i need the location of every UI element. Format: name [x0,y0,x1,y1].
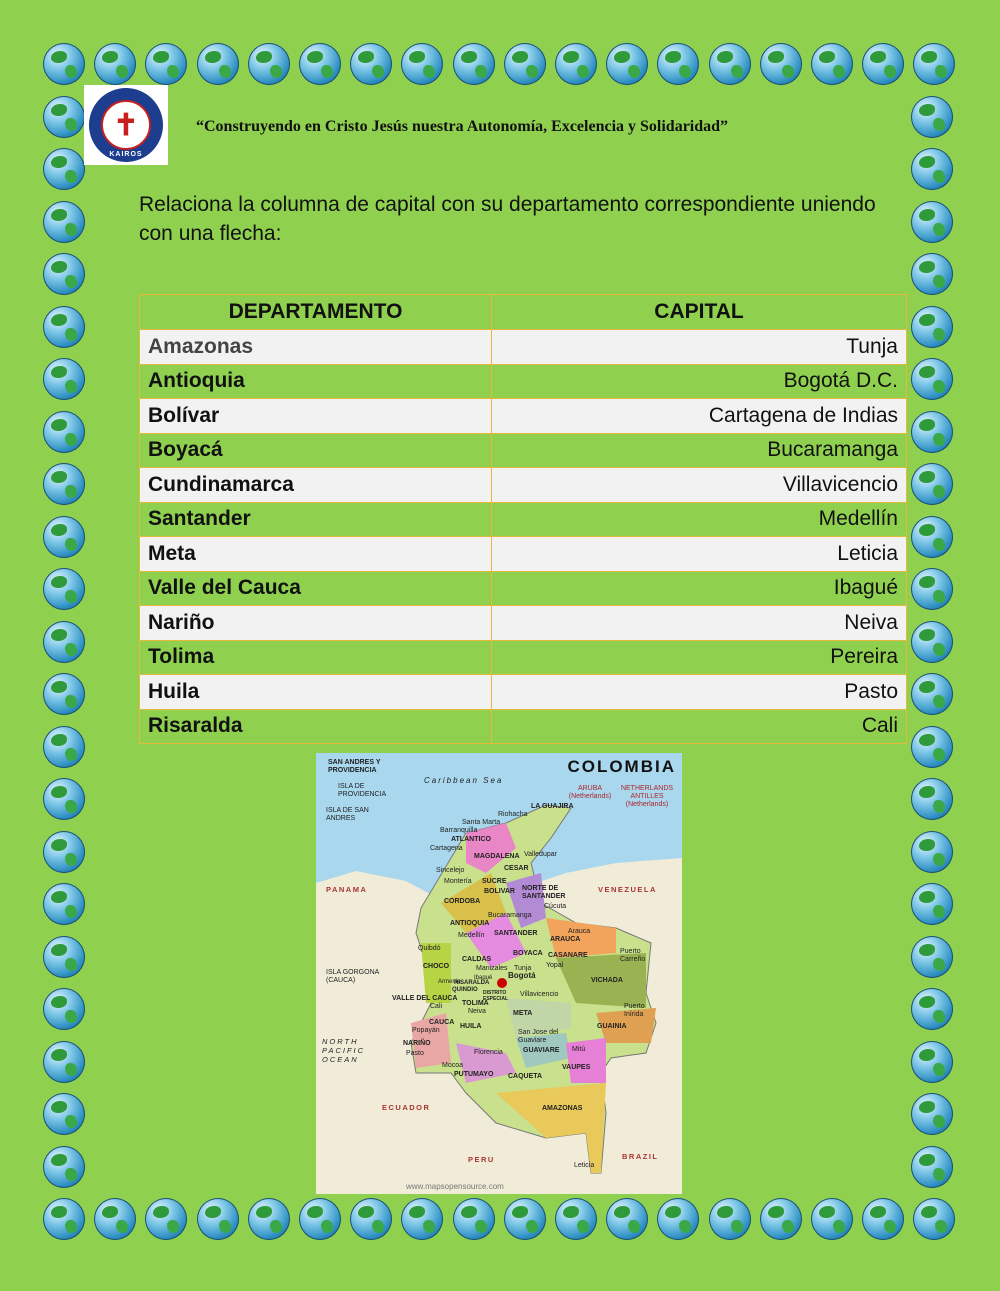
globe-icon [43,306,85,348]
departamento-cell[interactable]: Tolima [140,640,492,675]
table-row [140,502,907,537]
dept-sucre: SUCRE [482,878,507,885]
globe-icon [43,1041,85,1083]
globe-icon [43,568,85,610]
label-peru: PERU [468,1155,495,1164]
globe-icon [299,43,341,85]
globe-icon [43,43,85,85]
table-row [140,537,907,572]
city-puerto-carreno: Puerto Carreño [620,948,646,963]
dept-guainia: GUAINIA [597,1023,627,1030]
city-florencia: Florencia [474,1049,503,1056]
dept-cauca: CAUCA [429,1019,455,1026]
globe-icon [197,43,239,85]
label-san-andres: ISLA DE SAN ANDRES [326,807,369,822]
globe-icon [248,1198,290,1240]
city-barranquilla: Barranquilla [440,827,478,834]
dept-arauca: ARAUCA [550,936,581,943]
globe-icon [504,43,546,85]
globe-icon [43,1146,85,1188]
departamento-cell[interactable]: Risaralda [140,709,492,744]
globe-icon [911,621,953,663]
label-brazil: BRAZIL [622,1152,659,1161]
label-antilles: NETHERLANDS ANTILLES (Netherlands) [620,785,674,808]
table-row [140,399,907,434]
dept-casanare: CASANARE [548,952,588,959]
city-medellin: Medellín [458,932,485,939]
city-santa-marta: Santa Marta [462,819,501,826]
logo-ring [89,88,163,162]
globe-icon [145,43,187,85]
city-quibdo: Quibdó [418,945,441,952]
globe-icon [911,568,953,610]
label-ecuador: ECUADOR [382,1103,431,1112]
globe-icon [43,1093,85,1135]
city-bogota: Bogotá [508,971,536,980]
globe-icon [911,1146,953,1188]
dept-norte-santander: NORTE DE SANTANDER [522,885,566,900]
globe-icon [555,43,597,85]
dept-caqueta: CAQUETA [508,1073,543,1080]
city-san-jose: San Jose del Guaviare [518,1029,559,1044]
globe-icon [43,621,85,663]
globe-icon [555,1198,597,1240]
globe-icon [911,988,953,1030]
globe-icon [197,1198,239,1240]
city-sincelejo: Sincelejo [436,867,465,874]
cross-icon: ✝ [101,100,151,150]
city-popayan: Popayán [412,1027,440,1034]
globe-icon [911,1041,953,1083]
label-islands: SAN ANDRES Y PROVIDENCIA [328,759,381,774]
globe-icon [43,831,85,873]
globe-icon [43,726,85,768]
label-gorgona: ISLA GORGONA (CAUCA) [326,969,379,984]
globe-icon [43,148,85,190]
globe-icon [43,463,85,505]
globe-icon [913,1198,955,1240]
departamento-cell[interactable]: Antioquia [140,364,492,399]
globe-icon [401,43,443,85]
departamento-cell[interactable]: Amazonas [140,330,492,365]
globe-icon [299,1198,341,1240]
globe-icon [709,1198,751,1240]
globe-icon [43,883,85,925]
dept-meta: META [513,1010,533,1017]
globe-icon [453,1198,495,1240]
bogota-marker [497,978,507,988]
table-row [140,330,907,365]
departamento-cell[interactable]: Santander [140,502,492,537]
globe-icon [911,1093,953,1135]
city-neiva: Neiva [468,1008,486,1015]
dept-choco: CHOCO [423,963,450,970]
map-credit: www.mapsopensource.com [406,1182,504,1191]
globe-icon [811,1198,853,1240]
dept-risaralda: RISARALDA [454,980,490,986]
departamento-cell[interactable]: Valle del Cauca [140,571,492,606]
city-armenia: Armenia [438,979,461,985]
globe-icon [453,43,495,85]
city-manizales: Manizales [476,965,508,972]
dept-bolivar: BOLIVAR [484,888,515,895]
city-bucaramanga: Bucaramanga [488,912,532,919]
dept-distrito: DISTRITO ESPECIAL [483,990,509,1002]
dept-boyaca: BOYACA [513,950,543,957]
globe-icon [911,411,953,453]
table-row [140,606,907,641]
globe-icon [43,253,85,295]
dept-narino: NARIÑO [403,1040,431,1047]
city-valledupar: Valledupar [524,851,557,858]
dept-tolima: TOLIMA [462,1000,489,1007]
globe-icon [911,358,953,400]
globe-icon [43,673,85,715]
label-panama: PANAMA [326,885,368,894]
dept-quindio: QUINDIO [452,987,478,993]
departamento-cell[interactable]: Meta [140,537,492,572]
globe-icon [606,43,648,85]
globe-icon [911,96,953,138]
dept-magdalena: MAGDALENA [474,853,520,860]
capital-cell[interactable]: Pereira [492,640,907,675]
globe-icon [350,1198,392,1240]
globe-icon [145,1198,187,1240]
globe-icon [911,148,953,190]
globe-icon [43,936,85,978]
globe-icon [248,43,290,85]
globe-icon [911,831,953,873]
label-pacific: NORTH PACIFIC OCEAN [322,1037,366,1064]
city-leticia: Leticia [574,1162,595,1169]
school-motto: “Construyendo en Cristo Jesús nuestra Autonomía, Excelencia y Solidaridad” [196,118,729,135]
logo-text: KAIROS [109,151,143,158]
globe-icon [43,516,85,558]
departamento-cell[interactable]: Boyacá [140,433,492,468]
dept-guajira: LA GUAJIRA [531,803,574,810]
table-row [140,433,907,468]
label-caribbean: Caribbean Sea [424,776,504,785]
globe-icon [760,1198,802,1240]
globe-icon [709,43,751,85]
globe-icon [350,43,392,85]
dept-caldas: CALDAS [462,956,492,963]
departamento-cell[interactable]: Nariño [140,606,492,641]
dept-guaviare: GUAVIARE [523,1047,560,1054]
globe-icon [911,778,953,820]
capital-cell[interactable]: Villavicencio [492,468,907,503]
capital-cell[interactable]: Leticia [492,537,907,572]
globe-icon [862,1198,904,1240]
globe-icon [43,988,85,1030]
capital-cell[interactable]: Neiva [492,606,907,641]
globe-icon [760,43,802,85]
globe-icon [911,936,953,978]
table-row [140,468,907,503]
globe-icon [43,411,85,453]
globe-icon [911,201,953,243]
departamento-cell[interactable]: Cundinamarca [140,468,492,503]
departamento-cell[interactable]: Huila [140,675,492,710]
globe-icon [94,1198,136,1240]
capital-cell[interactable]: Bucaramanga [492,433,907,468]
header-capital: CAPITAL [492,295,907,330]
dept-vaupes: VAUPES [562,1064,591,1071]
globe-icon [862,43,904,85]
globe-icon [94,43,136,85]
dept-santander: SANTANDER [494,930,538,937]
header-departamento: DEPARTAMENTO [140,295,492,330]
globe-icon [504,1198,546,1240]
city-mitu: Mitú [572,1046,586,1053]
globe-icon [606,1198,648,1240]
city-tunja: Tunja [514,965,532,972]
dept-vichada: VICHADA [591,977,623,984]
colombia-map [316,753,682,1194]
dept-amazonas: AMAZONAS [542,1105,583,1112]
globe-icon [911,673,953,715]
globe-icon [911,516,953,558]
city-mocoa: Mocoa [442,1062,464,1069]
globe-icon [43,358,85,400]
dept-atlantico: ATLANTICO [451,836,491,843]
table-row [140,364,907,399]
city-yopal: Yopal [546,962,564,969]
matching-table [139,294,907,744]
city-cucuta: Cúcuta [544,903,567,910]
region-vaupes [566,1038,606,1083]
globe-icon [911,883,953,925]
table-row [140,709,907,744]
capital-cell[interactable]: Cartagena de Indias [492,399,907,434]
globe-icon [911,463,953,505]
table-row [140,640,907,675]
globe-icon [913,43,955,85]
globe-icon [657,1198,699,1240]
school-logo [84,85,168,165]
table-header-row [140,295,907,330]
table-row [140,571,907,606]
globe-icon [401,1198,443,1240]
capital-cell[interactable]: Bogotá D.C. [492,364,907,399]
city-cali: Cali [430,1003,443,1010]
label-aruba: ARUBA (Netherlands) [568,785,612,800]
globe-icon [911,306,953,348]
dept-cesar: CESAR [504,865,529,872]
table-row [140,675,907,710]
capital-cell[interactable]: Medellín [492,502,907,537]
city-puerto-inirida: Puerto Inírida [624,1003,645,1018]
globe-icon [657,43,699,85]
city-riohacha: Riohacha [498,811,528,818]
globe-icon [43,96,85,138]
capital-cell[interactable]: Ibagué [492,571,907,606]
city-monteria: Montería [444,878,472,885]
globe-icon [911,253,953,295]
globe-icon [811,43,853,85]
label-venezuela: VENEZUELA [598,885,657,894]
departamento-cell[interactable]: Bolívar [140,399,492,434]
globe-icon [911,726,953,768]
capital-cell[interactable]: Pasto [492,675,907,710]
dept-putumayo: PUTUMAYO [454,1071,494,1078]
dept-antioquia: ANTIOQUIA [450,920,490,927]
instruction-text: Relaciona la columna de capital con su departamento correspondiente uniendo con una flecha: [139,193,876,245]
city-ibague: Ibagué [474,975,493,981]
globe-icon [43,778,85,820]
map-title: COLOMBIA [567,757,676,776]
globe-icon [43,201,85,243]
city-arauca: Arauca [568,928,591,935]
dept-huila: HUILA [460,1023,482,1030]
globe-icon [43,1198,85,1240]
capital-cell[interactable]: Tunja [492,330,907,365]
capital-cell[interactable]: Cali [492,709,907,744]
city-cartagena: Cartagena [430,845,463,852]
label-providencia: ISLA DE PROVIDENCIA [338,783,387,798]
city-pasto: Pasto [406,1050,424,1057]
dept-valle: VALLE DEL CAUCA [392,995,458,1002]
city-villavicencio: Villavicencio [520,991,559,998]
dept-cordoba: CORDOBA [444,898,481,905]
